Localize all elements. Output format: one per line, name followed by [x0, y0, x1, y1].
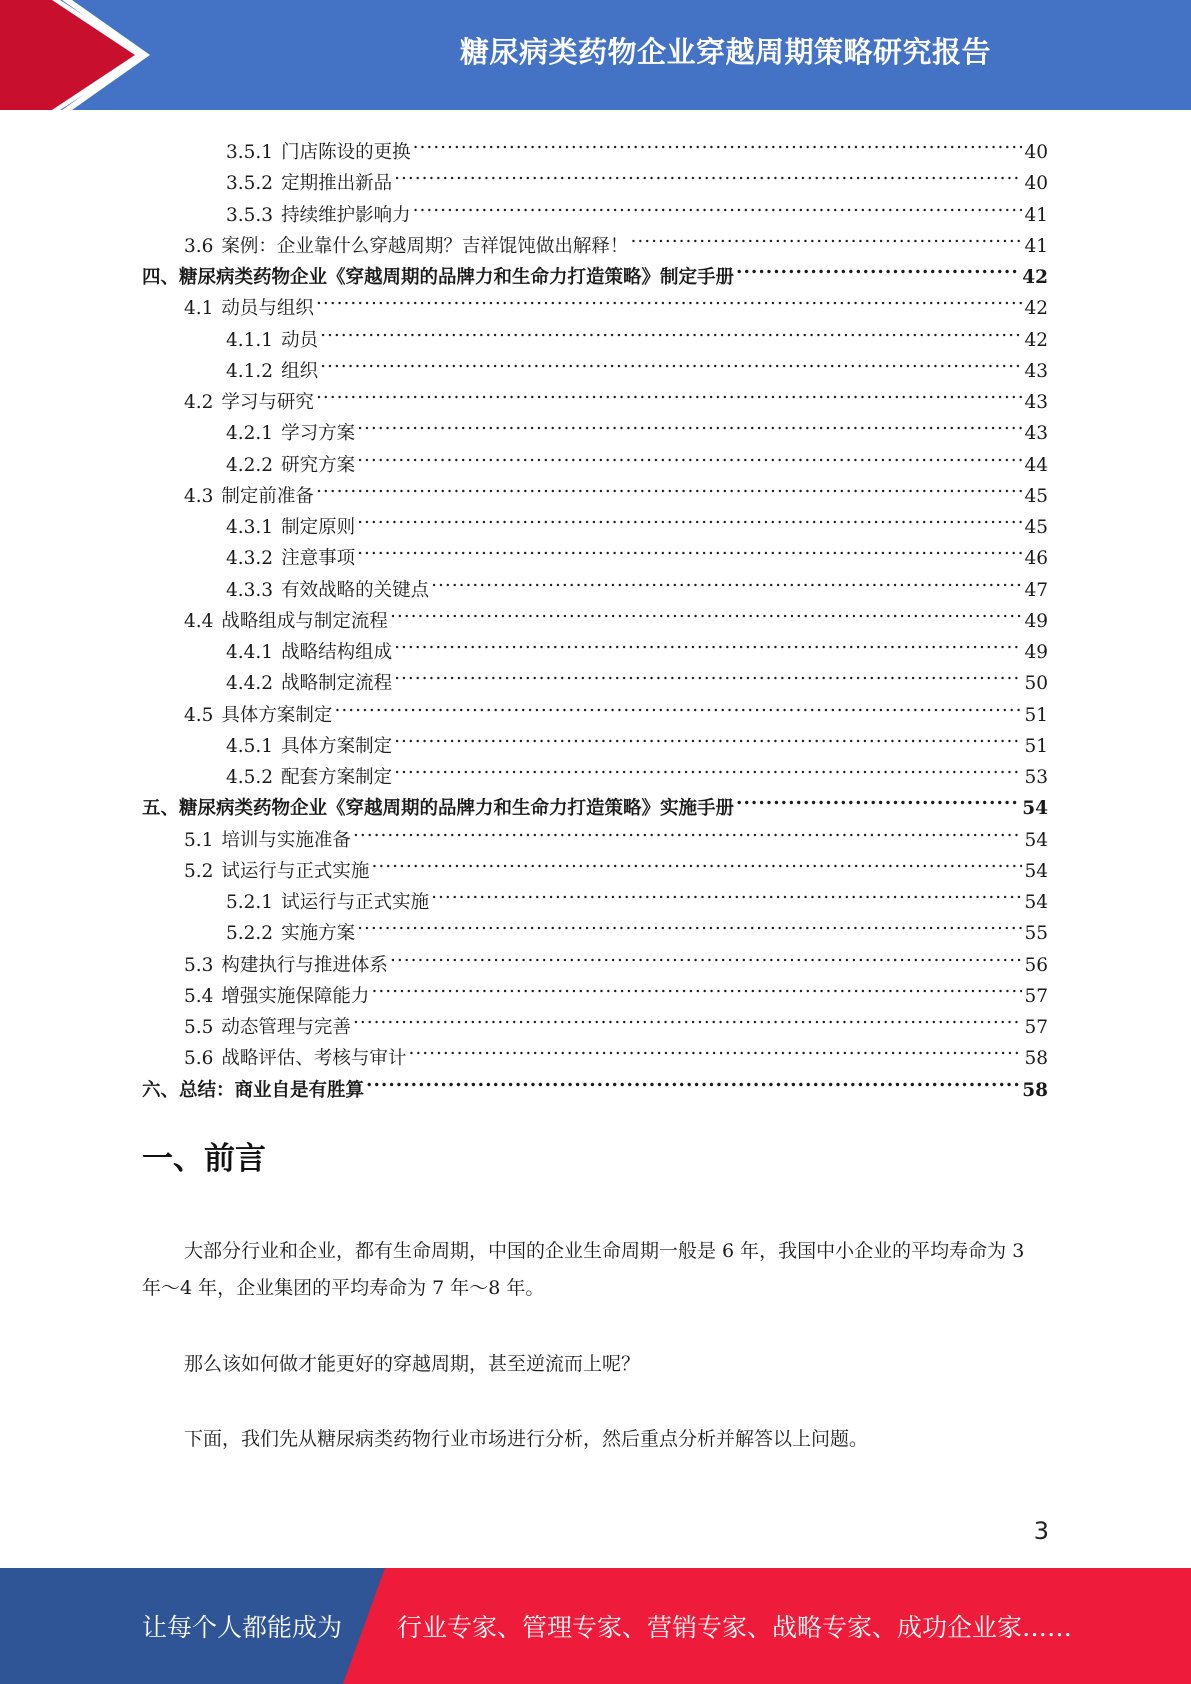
- paragraph-2: 那么该如何做才能更好的穿越周期，甚至逆流而上呢？: [184, 1353, 641, 1375]
- toc-entry[interactable]: [142, 158, 1048, 195]
- toc-entry-title: 动态管理与完善: [221, 1017, 351, 1038]
- toc-entry[interactable]: [142, 940, 1048, 976]
- toc-dot-leader: [357, 440, 1022, 471]
- toc-entry-number: 4.1: [184, 298, 214, 320]
- toc-entry[interactable]: [142, 596, 1048, 632]
- toc-entry-page: 41: [1024, 204, 1048, 226]
- toc-dot-leader: [334, 690, 1022, 721]
- toc-entry-title: 研究方案: [281, 454, 356, 476]
- paragraph-3: 下面，我们先从糖尿病类药物行业市场进行分析，然后重点分析并解答以上问题。: [184, 1428, 869, 1450]
- toc-entry-page: 42: [1024, 298, 1048, 320]
- toc-entry-page: 43: [1024, 423, 1048, 445]
- toc-entry-number: 5.6: [184, 1048, 214, 1070]
- toc-entry-page: 57: [1024, 1017, 1048, 1038]
- toc-entry-number: 4.5: [184, 704, 214, 726]
- toc-entry-page: 42: [1022, 267, 1048, 288]
- toc-entry-number: 5.2.2: [226, 923, 274, 945]
- toc-entry-number: 4.1.2: [226, 360, 274, 382]
- toc-dot-leader: [431, 565, 1022, 596]
- toc-dot-leader: [394, 658, 1022, 689]
- toc-entry-page: 54: [1024, 892, 1048, 913]
- toc-dot-leader: [320, 315, 1022, 346]
- toc-entry-title: 战略制定流程: [281, 673, 393, 695]
- toc-entry[interactable]: [142, 190, 1048, 226]
- toc-entry-number: 5.2.1: [226, 892, 274, 913]
- toc-entry-page: 53: [1024, 767, 1048, 788]
- toc-entry-title: 持续维护影响力: [281, 204, 411, 226]
- toc-dot-leader: [357, 408, 1022, 439]
- toc-dot-leader: [371, 846, 1022, 877]
- toc-dot-leader: [316, 377, 1023, 408]
- toc-entry[interactable]: [142, 658, 1048, 695]
- toc-dot-leader: [357, 502, 1022, 533]
- toc-dot-leader: [431, 877, 1022, 908]
- toc-entry-title: 门店陈设的更换: [281, 142, 411, 163]
- toc-entry-page: 43: [1024, 360, 1048, 382]
- toc-entry-title: 学习方案: [281, 423, 356, 445]
- toc-entry[interactable]: [142, 471, 1048, 507]
- toc-entry-title: 制定前准备: [221, 485, 314, 507]
- toc-dot-leader: [413, 190, 1023, 221]
- toc-entry-title: 试运行与正式实施: [281, 892, 430, 913]
- toc-dot-leader: [390, 596, 1023, 627]
- toc-entry-page: 41: [1024, 235, 1048, 257]
- toc-entry-page: 51: [1024, 704, 1048, 726]
- toc-dot-leader: [353, 815, 1023, 846]
- page-header: [0, 0, 1191, 110]
- toc-entry-page: 43: [1024, 392, 1048, 413]
- toc-entry-title: 定期推出新品: [281, 173, 393, 195]
- footer-slogan-right: 行业专家、管理专家、营销专家、战略专家、成功企业家……: [397, 1613, 1073, 1642]
- toc-dot-leader: [357, 908, 1022, 939]
- toc-entry-number: 4.3.3: [226, 579, 274, 601]
- toc-entry-number: 4.2: [184, 392, 214, 413]
- toc-entry-page: 40: [1024, 173, 1048, 195]
- toc-entry-page: 46: [1024, 548, 1048, 570]
- toc-dot-leader: [320, 346, 1022, 377]
- toc-entry-title: 组织: [281, 360, 319, 382]
- toc-entry-number: 4.4.1: [226, 642, 274, 663]
- toc-dot-leader: [316, 471, 1023, 502]
- page-footer: [0, 1568, 1191, 1684]
- toc-dot-leader: [357, 533, 1022, 564]
- toc-entry[interactable]: [142, 221, 1048, 257]
- paragraph-1: 大部分行业和企业，都有生命周期，中国的企业生命周期一般是 6 年，我国中小企业的平均寿命为 3 年～4 年，企业集团的平均寿命为 7 年～8 年。: [142, 1240, 1025, 1299]
- toc-dot-leader: [316, 283, 1023, 314]
- section-heading: 一、前言: [142, 1141, 266, 1177]
- toc-entry-number: 4.3.2: [226, 548, 274, 570]
- toc-entry-title: 五、糖尿病类药物企业《穿越周期的品牌力和生命力打造策略》实施手册: [142, 798, 735, 820]
- toc-dot-leader: [394, 627, 1022, 658]
- toc-entry-title: 制定原则: [281, 517, 356, 538]
- toc-entry-number: 5.1: [184, 829, 214, 851]
- toc-dot-leader: [413, 127, 1023, 158]
- toc-entry[interactable]: [142, 565, 1048, 601]
- toc-entry-title: 战略结构组成: [281, 642, 393, 663]
- toc-entry-title: 动员: [281, 329, 319, 351]
- footer-slogan-left: 让每个人都能成为: [142, 1613, 343, 1642]
- toc-entry-page: 55: [1024, 923, 1048, 945]
- toc-entry-page: 45: [1024, 485, 1048, 507]
- toc-entry[interactable]: [142, 908, 1048, 945]
- toc-entry-title: 四、糖尿病类药物企业《穿越周期的品牌力和生命力打造策略》制定手册: [142, 267, 735, 288]
- toc-entry-title: 注意事项: [281, 548, 356, 570]
- toc-entry-page: 54: [1024, 829, 1048, 851]
- toc-entry-page: 58: [1022, 1079, 1048, 1101]
- toc-entry[interactable]: [142, 440, 1048, 476]
- toc-entry-title: 配套方案制定: [281, 767, 393, 788]
- toc-entry-title: 战略组成与制定流程: [221, 610, 388, 632]
- toc-entry-title: 试运行与正式实施: [221, 860, 370, 882]
- toc-entry-number: 3.5.2: [226, 173, 274, 195]
- toc-entry-number: 3.5.3: [226, 204, 274, 226]
- toc-entry-page: 42: [1024, 329, 1048, 351]
- toc-entry-title: 案例：企业靠什么穿越周期？吉祥馄饨做出解释！: [221, 235, 629, 257]
- toc-entry-number: 3.6: [184, 235, 214, 257]
- toc-entry-title: 具体方案制定: [281, 735, 393, 757]
- toc-entry-title: 增强实施保障能力: [221, 985, 370, 1007]
- toc-entry-page: 58: [1024, 1048, 1048, 1070]
- toc-dot-leader: [736, 783, 1020, 814]
- toc-entry-page: 47: [1024, 579, 1048, 601]
- toc-entry[interactable]: [142, 377, 1048, 413]
- toc-dot-leader: [408, 1033, 1022, 1064]
- toc-entry-title: 战略评估、考核与审计: [221, 1048, 407, 1070]
- toc-entry-number: 4.3.1: [226, 517, 274, 538]
- toc-entry-page: 57: [1024, 985, 1048, 1007]
- toc-entry-title: 六、总结：商业自是有胜算: [142, 1079, 365, 1101]
- toc-entry-number: 4.4.2: [226, 673, 274, 695]
- toc-dot-leader: [394, 721, 1022, 752]
- toc-entry-page: 54: [1024, 860, 1048, 882]
- toc-entry-title: 具体方案制定: [221, 704, 333, 726]
- toc-dot-leader: [736, 252, 1020, 283]
- table-of-contents: [142, 127, 1048, 1101]
- toc-entry-page: 44: [1024, 454, 1048, 476]
- toc-entry-number: 4.4: [184, 610, 214, 632]
- toc-entry[interactable]: [142, 346, 1048, 382]
- toc-entry-number: 5.5: [184, 1017, 214, 1038]
- toc-entry-number: 3.5.1: [226, 142, 274, 163]
- toc-entry[interactable]: [142, 127, 1048, 163]
- toc-dot-leader: [390, 940, 1023, 971]
- toc-entry-title: 学习与研究: [221, 392, 314, 413]
- toc-entry-title: 动员与组织: [221, 298, 314, 320]
- toc-entry-page: 40: [1024, 142, 1048, 163]
- toc-entry-page: 50: [1024, 673, 1048, 695]
- toc-entry-number: 4.5.2: [226, 767, 274, 788]
- toc-entry[interactable]: [142, 752, 1048, 788]
- toc-entry[interactable]: [142, 783, 1048, 820]
- page-number: 3: [1033, 1517, 1049, 1545]
- toc-entry-number: 4.5.1: [226, 735, 274, 757]
- toc-entry[interactable]: [142, 690, 1048, 726]
- toc-entry-title: 培训与实施准备: [221, 829, 351, 851]
- toc-entry-title: 有效战略的关键点: [281, 579, 430, 601]
- toc-entry-number: 5.3: [184, 954, 214, 976]
- toc-entry-number: 4.1.1: [226, 329, 274, 351]
- toc-entry-page: 54: [1022, 798, 1048, 820]
- header-title: 糖尿病类药物企业穿越周期策略研究报告: [459, 34, 991, 69]
- toc-entry-page: 49: [1024, 642, 1048, 663]
- toc-entry-number: 4.3: [184, 485, 214, 507]
- toc-dot-leader: [394, 158, 1022, 189]
- header-chevron-decoration: [0, 0, 170, 110]
- toc-entry-number: 5.2: [184, 860, 214, 882]
- toc-entry-title: 实施方案: [281, 923, 356, 945]
- toc-entry-page: 56: [1024, 954, 1048, 976]
- toc-dot-leader: [371, 971, 1022, 1002]
- toc-entry-page: 45: [1024, 517, 1048, 538]
- toc-entry-page: 51: [1024, 735, 1048, 757]
- toc-dot-leader: [366, 1065, 1020, 1096]
- toc-entry-page: 49: [1024, 610, 1048, 632]
- toc-entry-title: 构建执行与推进体系: [221, 954, 388, 976]
- toc-dot-leader: [630, 221, 1022, 252]
- toc-entry-number: 4.2.1: [226, 423, 274, 445]
- toc-dot-leader: [353, 1002, 1023, 1033]
- toc-entry[interactable]: [142, 533, 1048, 570]
- toc-entry-number: 5.4: [184, 985, 214, 1007]
- toc-dot-leader: [394, 752, 1022, 783]
- toc-entry-number: 4.2.2: [226, 454, 274, 476]
